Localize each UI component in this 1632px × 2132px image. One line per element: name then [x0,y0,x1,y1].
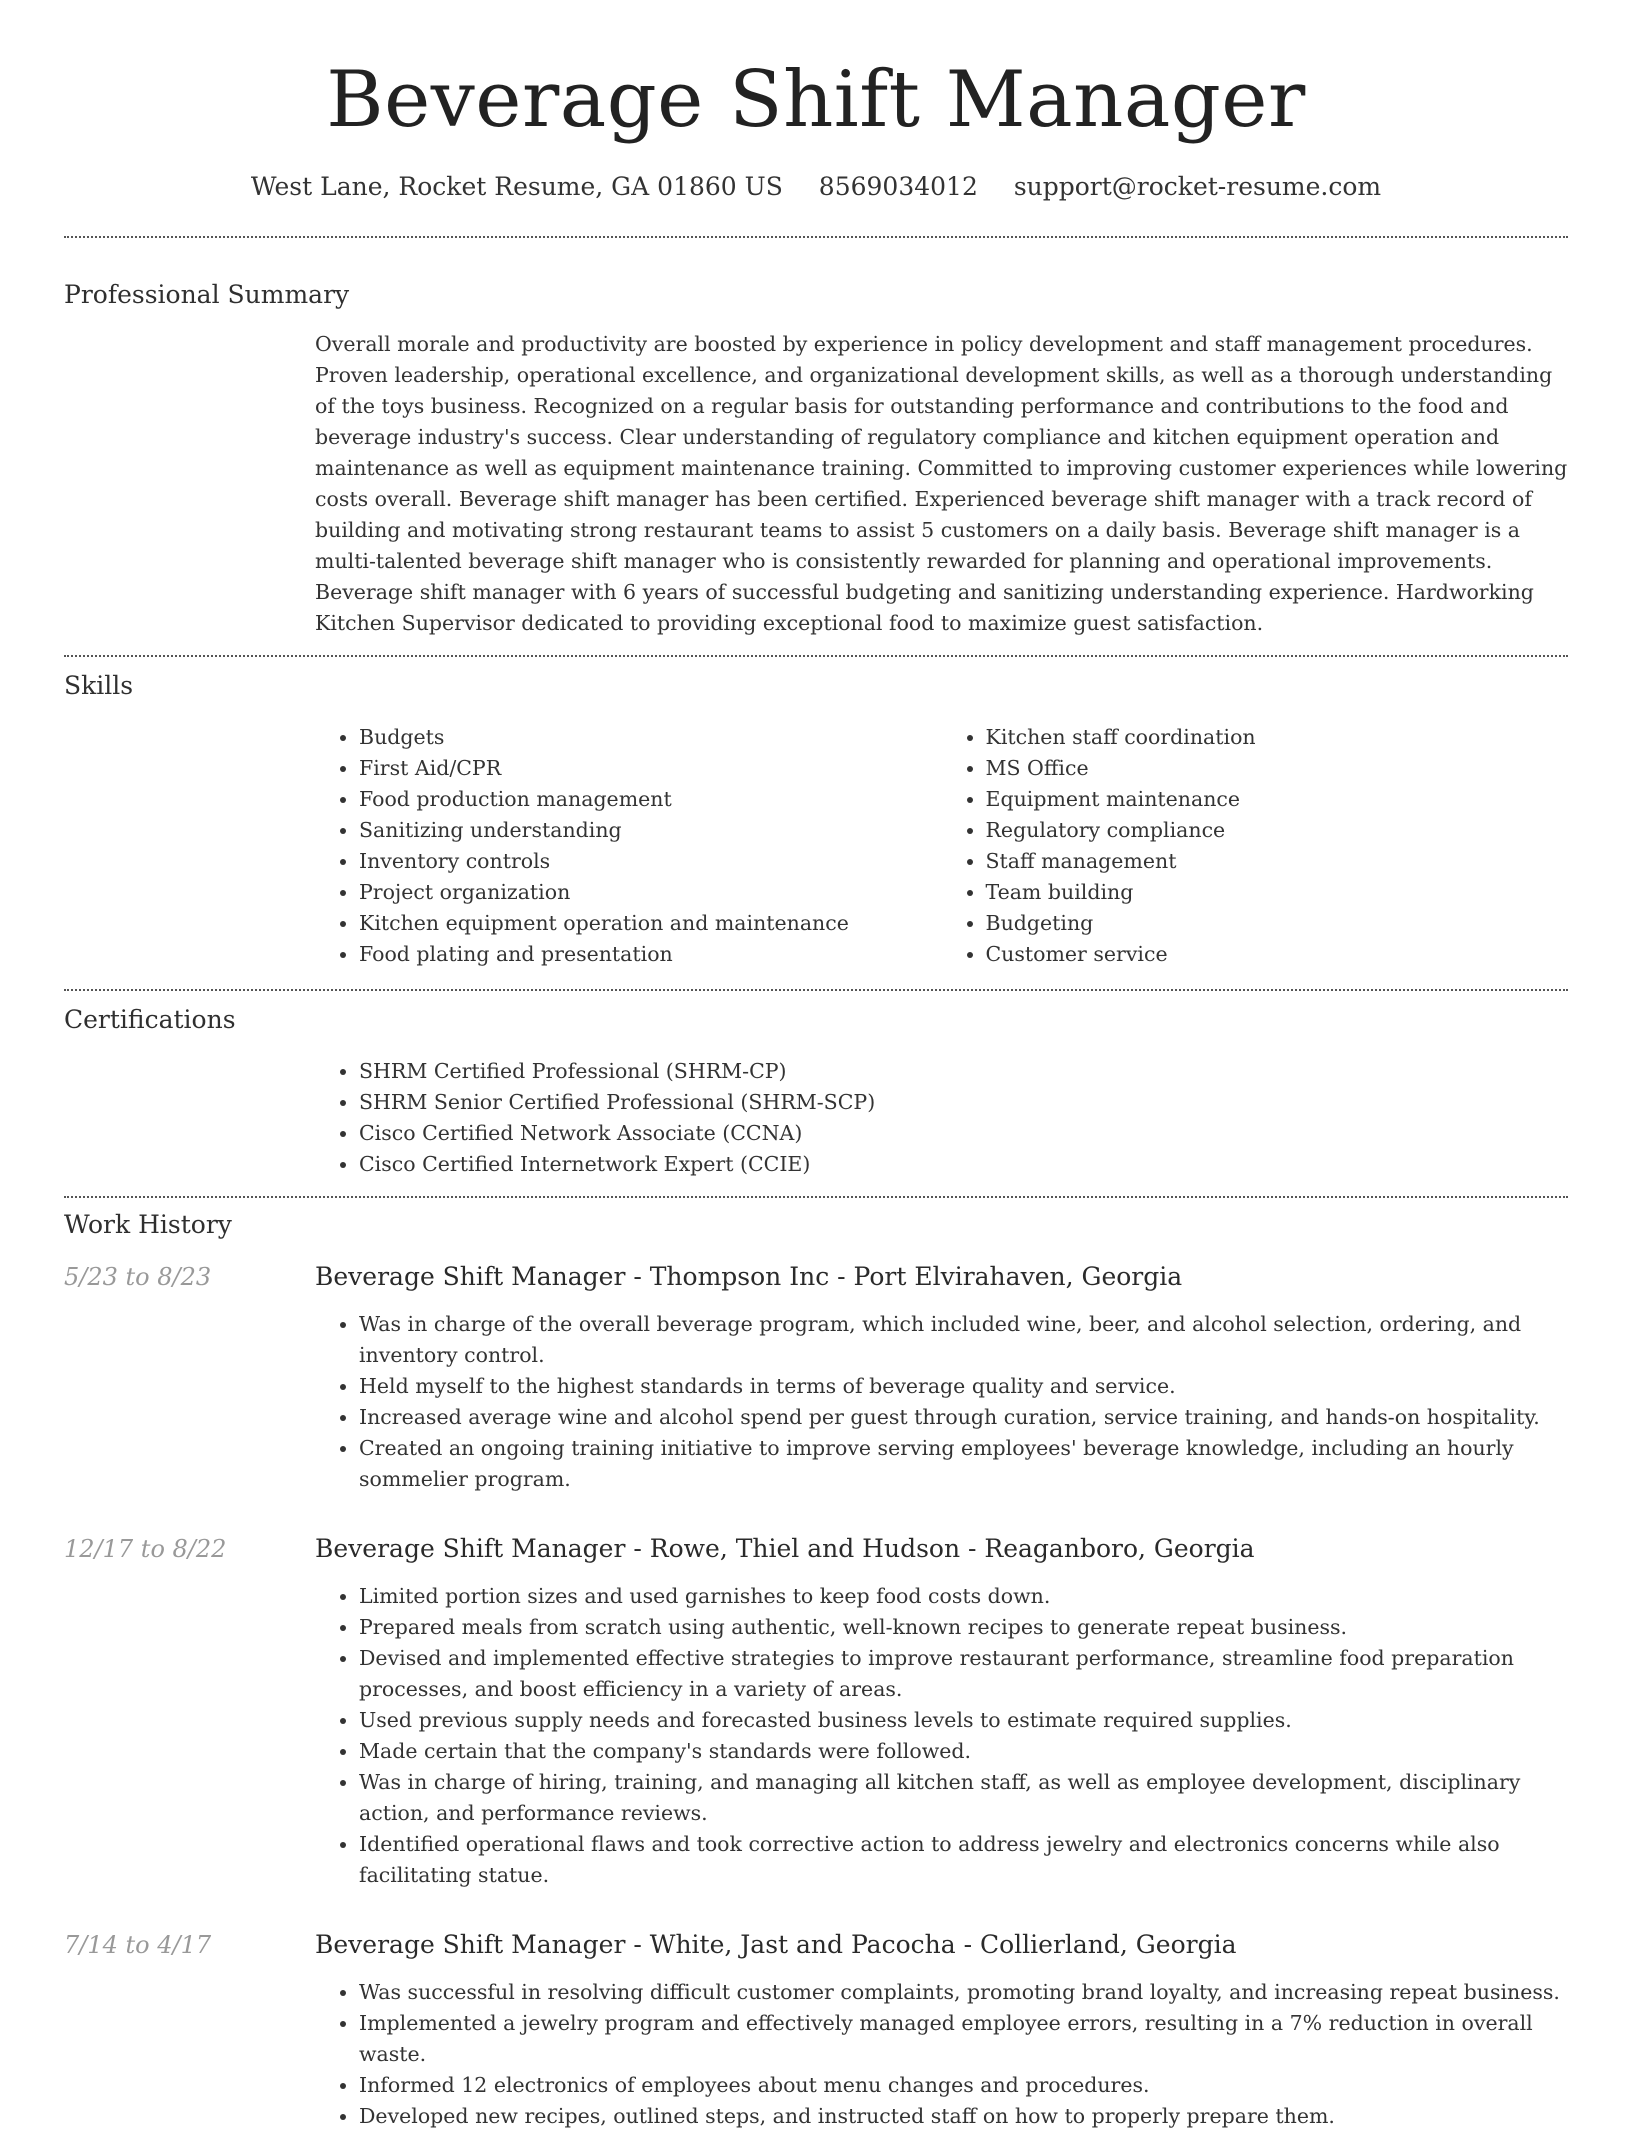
list-item: • Kitchen staff coordination [986,722,1569,753]
list-item: • Was successful in resolving difficult customer complaints, promoting brand loyalty, and increasing repeat business. [359,1977,1568,2008]
resume-page [64,0,1568,2132]
candidate-name: Beverage Shift Manager [326,55,1306,145]
list-item: • Identified operational flaws and took corrective action to address jewelry and electronics concerns while also facilitating statue. [359,1829,1568,1891]
job-title: Beverage Shift Manager - Thompson Inc - Port Elvirahaven, Georgia [315,1262,1183,1291]
certifications-heading: Certifications [64,1005,236,1034]
job-dates: 7/14 to 4/17 [64,1931,212,1959]
list-item: • Prepared meals from scratch using authentic, well-known recipes to generate repeat business. [359,1612,1568,1643]
summary-body [315,329,1568,639]
list-item: • Held myself to the highest standards in terms of beverage quality and service. [359,1371,1568,1402]
list-item: • Staff management [986,846,1569,877]
skills-list-left [315,722,942,970]
list-item: • SHRM Certified Professional (SHRM-CP) [359,1056,1568,1087]
job-bullet-list [315,1977,1568,2132]
list-item: • Kitchen equipment operation and maintenance [359,908,942,939]
job-bullet-list [315,1581,1568,1891]
list-item: • Food production management [359,784,942,815]
contact-phone: 8569034012 [818,172,978,201]
job-bullets [315,1977,1568,2132]
skills-heading: Skills [64,671,134,700]
summary-heading: Professional Summary [64,280,350,309]
job-dates: 5/23 to 8/23 [64,1263,212,1291]
summary-section [64,238,1568,639]
list-item: • Cisco Certified Network Associate (CCNA) [359,1118,1568,1149]
job-bullets [315,1309,1568,1495]
list-item: • MS Office [986,753,1569,784]
list-item: • Was in charge of the overall beverage program, which included wine, beer, and alcohol selection, ordering, and inventory control. [359,1309,1568,1371]
contact-line [64,170,1568,204]
list-item: • Food plating and presentation [359,939,942,970]
list-item: • Equipment maintenance [986,784,1569,815]
list-item: • Increased average wine and alcohol spend per guest through curation, service training, and hands-on hospitality. [359,1402,1568,1433]
job-title: Beverage Shift Manager - White, Jast and Pacocha - Collierland, Georgia [315,1930,1237,1959]
list-item: • Used previous supply needs and forecasted business levels to estimate required supplies. [359,1705,1568,1736]
certifications-list [315,1056,1568,1180]
list-item: • First Aid/CPR [359,753,942,784]
list-item: • Sanitizing understanding [359,815,942,846]
list-item: • Regulatory compliance [986,815,1569,846]
job-dates: 12/17 to 8/22 [64,1535,227,1563]
list-item: • Developed new recipes, outlined steps, and instructed staff on how to properly prepare them. [359,2101,1568,2132]
skills-section [64,657,1568,970]
work-history-section [64,1198,1568,2132]
certifications-section [64,991,1568,1180]
list-item: • Cisco Certified Internetwork Expert (CCIE) [359,1149,1568,1180]
list-item: • Inventory controls [359,846,942,877]
job-title: Beverage Shift Manager - Rowe, Thiel and Hudson - Reaganboro, Georgia [315,1534,1255,1563]
list-item: • Informed 12 electronics of employees about menu changes and procedures. [359,2070,1568,2101]
job-entry [64,1928,1568,2132]
contact-email: support@rocket-resume.com [1013,172,1382,201]
contact-address: West Lane, Rocket Resume, GA 01860 US [250,172,783,201]
job-bullets [315,1581,1568,1891]
work-history-heading: Work History [64,1210,232,1239]
job-bullet-list [315,1309,1568,1495]
list-item: • Devised and implemented effective strategies to improve restaurant performance, streamline food preparation processes, and boost efficiency in a variety of areas. [359,1643,1568,1705]
list-item: • Budgets [359,722,942,753]
skills-grid [315,722,1568,970]
list-item: • Implemented a jewelry program and effectively managed employee errors, resulting in a 7% reduction in overall waste. [359,2008,1568,2070]
job-entry [64,1532,1568,1891]
list-item: • SHRM Senior Certified Professional (SHRM-SCP) [359,1087,1568,1118]
certifications-body [315,1056,1568,1180]
job-entry [64,1260,1568,1495]
list-item: • Customer service [986,939,1569,970]
skills-list-right [942,722,1569,970]
list-item: • Team building [986,877,1569,908]
list-item: • Was in charge of hiring, training, and managing all kitchen staff, as well as employee development, disciplinary action, and performance reviews. [359,1767,1568,1829]
list-item: • Limited portion sizes and used garnishes to keep food costs down. [359,1581,1568,1612]
list-item: • Project organization [359,877,942,908]
list-item: • Made certain that the company's standards were followed. [359,1736,1568,1767]
list-item: • Budgeting [986,908,1569,939]
summary-text: Overall morale and productivity are boosted by experience in policy development and staff management procedures. Proven leadership, operational excellence, and organizational development skills, as well as a thorough understanding of the toys business. Recognized on a regular basis for outstanding performance and contributions to the food and beverage industry's success. Clear understanding of regulatory compliance and kitchen equipment operation and maintenance as well as equipment maintenance training. Committed to improving customer experiences while lowering costs overall. Beverage shift manager has been certified. Experienced beverage shift manager with a track record of building and motivating strong restaurant teams to assist 5 customers on a daily basis. Beverage shift manager is a multi-talented beverage shift manager who is consistently rewarded for planning and operational improvements. Beverage shift manager with 6 years of successful budgeting and sanitizing understanding experience. Hardworking Kitchen Supervisor dedicated to providing exceptional food to maximize guest satisfaction. [315,332,1568,635]
list-item: • Created an ongoing training initiative to improve serving employees' beverage knowledge, including an hourly sommelier program. [359,1433,1568,1495]
